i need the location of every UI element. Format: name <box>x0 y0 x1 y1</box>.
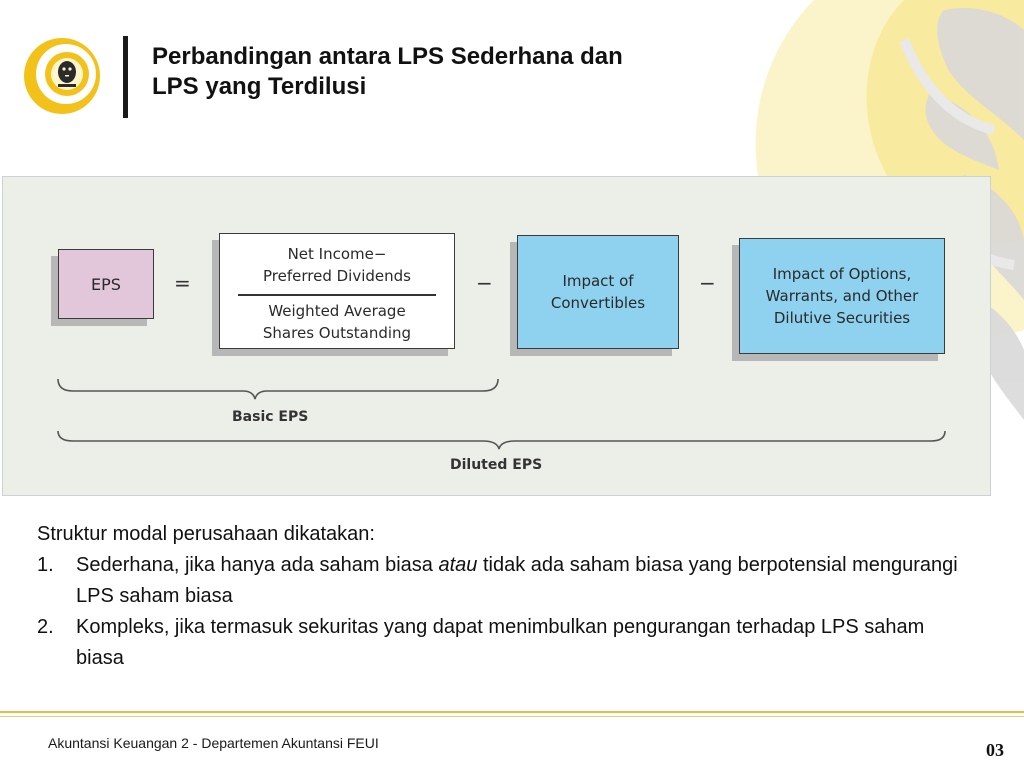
options-line-2: Warrants, and Other <box>765 287 919 305</box>
list-text-1-emphasis: atau <box>438 554 478 576</box>
footer-rule <box>0 711 1024 713</box>
basic-eps-label: Basic EPS <box>232 409 309 425</box>
list-text-1a: Sederhana, jika hanya ada saham biasa <box>76 554 439 576</box>
numerator-line-2: Preferred Dividends <box>263 267 411 285</box>
options-line-1: Impact of Options, <box>772 265 912 283</box>
slide-title-line-2: LPS yang Terdilusi <box>152 73 367 100</box>
list-text-1b: tidak ada saham biasa yang berpotensial mengurangi LPS saham biasa <box>76 554 958 607</box>
minus-sign-2: − <box>699 271 716 295</box>
footer-course-label: Akuntansi Keuangan 2 - Departemen Akuntansi FEUI <box>48 735 379 751</box>
list-item-complex <box>37 612 967 674</box>
options-line-3: Dilutive Securities <box>773 309 911 327</box>
diluted-eps-brace <box>58 431 945 449</box>
page-number: 03 <box>986 740 1004 760</box>
intro-text: Struktur modal perusahaan dikatakan: <box>37 523 375 545</box>
list-text-2: Kompleks, jika termasuk sekuritas yang dapat menimbulkan pengurangan terhadap LPS saham biasa <box>76 616 925 669</box>
slide-title <box>152 42 792 102</box>
diluted-eps-label: Diluted EPS <box>450 457 543 473</box>
title-divider <box>123 36 128 118</box>
slide-title-line-1: Perbandingan antara LPS Sederhana dan <box>152 43 623 70</box>
equals-sign: = <box>174 271 191 295</box>
list-number-1: 1. <box>37 554 54 576</box>
list-number-2: 2. <box>37 616 54 638</box>
denominator-line-2: Shares Outstanding <box>262 324 412 342</box>
brace-lines <box>3 177 990 495</box>
minus-sign-1: − <box>476 271 493 295</box>
denominator-line-1: Weighted Average <box>268 302 406 320</box>
basic-eps-brace <box>58 379 498 399</box>
convertibles-line-2: Convertibles <box>550 294 646 312</box>
eps-label: EPS <box>91 274 121 294</box>
eps-formula-figure <box>2 176 991 496</box>
capital-structure-text <box>37 519 967 674</box>
footer-rule-thin <box>0 716 1024 717</box>
university-logo <box>22 36 102 116</box>
numerator-line-1: Net Income− <box>287 245 387 263</box>
list-item-simple <box>37 550 967 612</box>
convertibles-line-1: Impact of <box>562 272 634 290</box>
